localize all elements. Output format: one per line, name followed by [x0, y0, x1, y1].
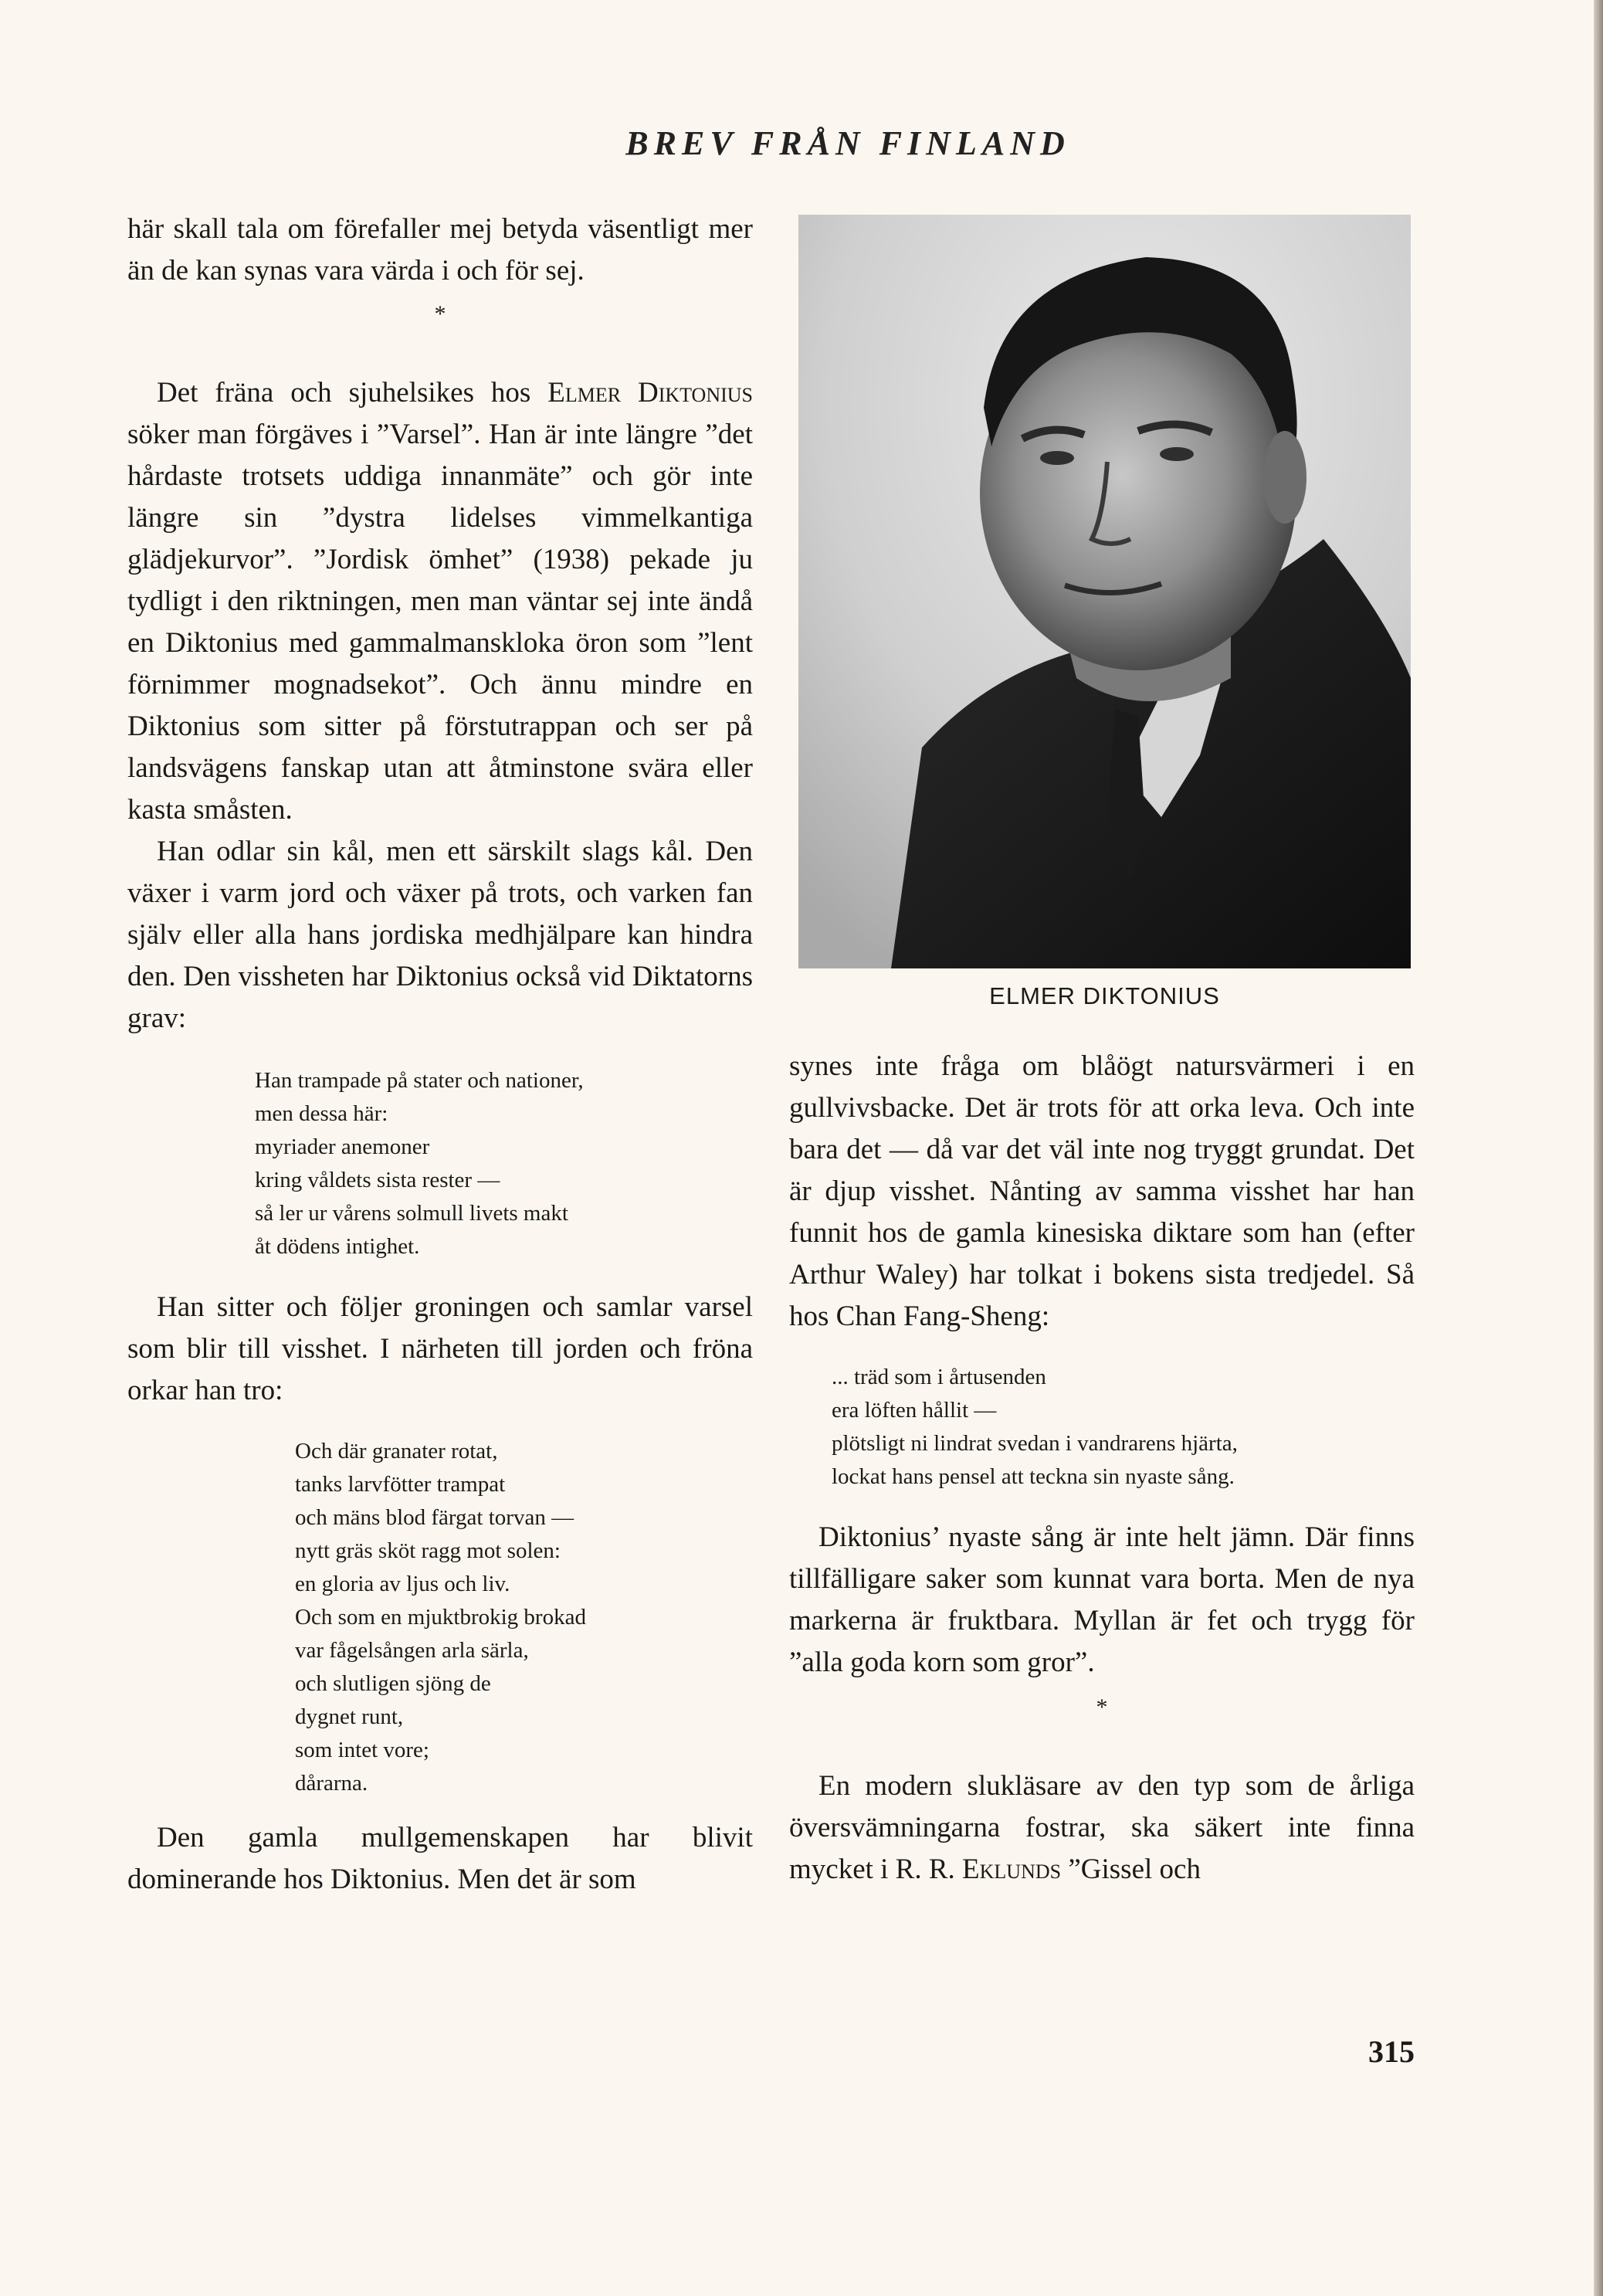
- poem-line: var fågelsången arla särla,: [295, 1638, 529, 1663]
- paragraph-kal: Han odlar sin kål, men ett särskilt slags kål. Den växer i varm jord och växer på trots, och varken fan själv eller alla hans jordiska medhjälpare kan hindra den. Den vissheten har Diktonius också vid Diktatorns grav:: [127, 836, 753, 1034]
- poem-line: kring våldets sista rester —: [255, 1168, 500, 1192]
- paragraph-mullgemenskap: Den gamla mullgemenskapen har blivit dominerande hos Diktonius. Men det är som: [127, 1822, 753, 1895]
- poem-line: myriader anemoner: [255, 1134, 430, 1159]
- author-name: Eklunds: [962, 1853, 1062, 1885]
- left-column: [127, 209, 753, 1901]
- poem-line: dygnet runt,: [295, 1704, 404, 1729]
- poem-diktatorns-grav: [255, 1064, 753, 1263]
- poem-line: tanks larvfötter trampat: [295, 1472, 506, 1497]
- poem-line: som intet vore;: [295, 1738, 429, 1762]
- paragraph-text: ”Gissel och: [1061, 1853, 1201, 1885]
- poem-line: så ler ur vårens solmull livets makt: [255, 1201, 568, 1226]
- poem-line: och slutligen sjöng de: [295, 1671, 491, 1696]
- poem-line: plötsligt ni lindrat svedan i vandrarens hjärta,: [832, 1431, 1238, 1456]
- poem-line: Han trampade på stater och nationer,: [255, 1068, 584, 1093]
- portrait-image: [798, 215, 1411, 968]
- poem-line: och mäns blod färgat torvan —: [295, 1505, 574, 1530]
- poem-line: en gloria av ljus och liv.: [295, 1572, 510, 1596]
- poem-line: ... träd som i årtusenden: [832, 1365, 1046, 1389]
- paragraph-groningen: Han sitter och följer groningen och samlar varsel som blir till visshet. I närheten till jorden och fröna orkar han tro:: [127, 1291, 753, 1406]
- poem-granater: [295, 1435, 753, 1800]
- paragraph-visshet: synes inte fråga om blåögt natursvärmeri i en gullvivsbacke. Det är trots för att orka leva. Och inte bara det — då var det väl inte nog tryggt grundat. Det är djup visshet. Nånting av samma visshet har han funnit hos de gamla kinesiska diktare som han (efter Arthur Waley) har tolkat i bokens sista tredjedel. Så hos Chan Fang-Sheng:: [789, 1050, 1415, 1332]
- author-name: Elmer Diktonius: [547, 377, 753, 409]
- running-header: BREV FRÅN FINLAND: [625, 124, 1070, 162]
- paragraph-text: En modern slukläsare av den typ som de årliga översvämningarna fostrar, ska säkert inte finna mycket i R. R.: [789, 1770, 1415, 1885]
- page-edge-shadow: [1594, 0, 1603, 2296]
- page-number: 315: [1368, 2034, 1415, 2069]
- paragraph-text: Det fräna och sjuhelsikes hos: [157, 377, 548, 409]
- poem-line: era löften hållit —: [832, 1398, 997, 1423]
- poem-line: Och där granater rotat,: [295, 1439, 498, 1463]
- opening-paragraph: här skall tala om förefaller mej betyda väsentligt mer än de kan synas vara värda i och för sej.: [127, 213, 753, 287]
- paragraph-text: söker man förgäves i ”Varsel”. Han är inte längre ”det hårdaste trotsets uddiga innanmäte” och gör inte längre sin ”dystra lidelses vimmelkantiga glädjekurvor”. ”Jordisk ömhet” (1938) pekade ju tydligt i den riktningen, men man väntar sej inte ändå en Diktonius med gammalmanskloka öron som ”lent förnimmer mognadsekot”. Och ännu mindre en Diktonius som sitter på förstutrappan och ser på landsvägens fanskap utan att åtminstone svära eller kasta småsten.: [127, 419, 753, 826]
- poem-line: lockat hans pensel att teckna sin nyaste sång.: [832, 1464, 1235, 1489]
- paragraph-eklund: [789, 1765, 1415, 1891]
- poem-line: nytt gräs sköt ragg mot solen:: [295, 1538, 561, 1563]
- section-separator: *: [434, 301, 446, 327]
- portrait-photo: [798, 215, 1411, 968]
- poem-line: Och som en mjuktbrokig brokad: [295, 1605, 586, 1630]
- poem-line: dårarna.: [295, 1771, 368, 1796]
- poem-line: åt dödens intighet.: [255, 1234, 420, 1259]
- poem-chan-fang-sheng: [832, 1361, 1415, 1494]
- photo-caption: ELMER DIKTONIUS: [989, 982, 1220, 1009]
- section-separator: *: [1096, 1694, 1108, 1720]
- poem-line: men dessa här:: [255, 1101, 388, 1126]
- paragraph-diktonius-intro: [127, 372, 753, 831]
- paragraph-nyaste-sang: Diktonius’ nyaste sång är inte helt jämn. Där finns tillfälligare saker som kunnat vara borta. Men de nya markerna är fruktbara. Myllan är fet och trygg för ”alla goda korn som gror”.: [789, 1521, 1415, 1678]
- right-column: [789, 1046, 1415, 1891]
